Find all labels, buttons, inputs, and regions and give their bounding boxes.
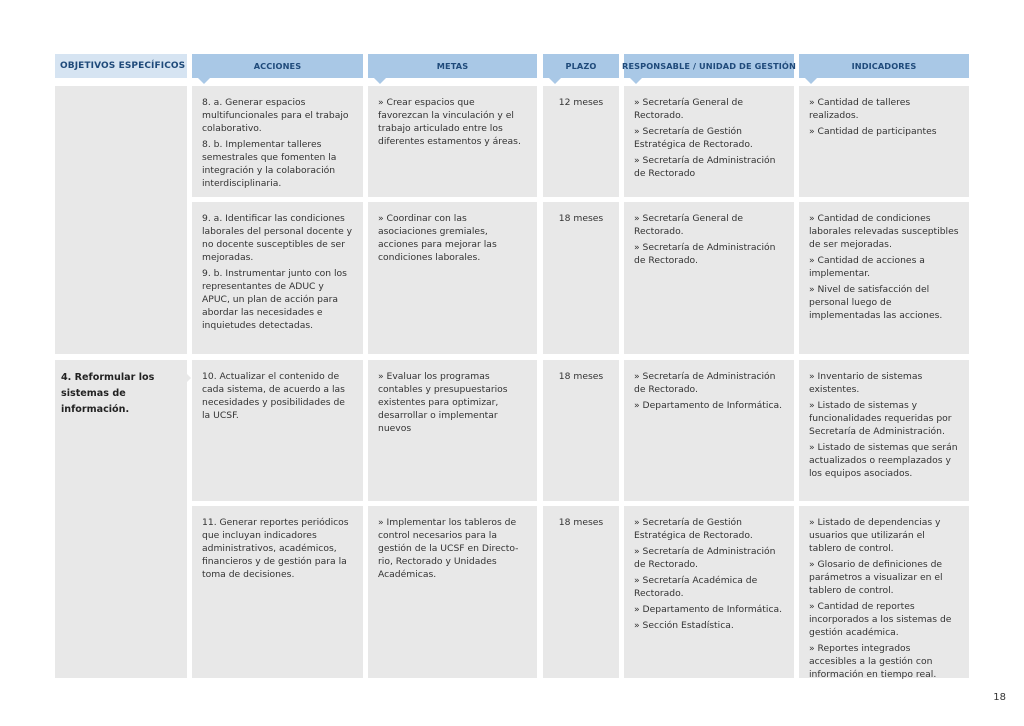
indicador-text: » Glosario de definiciones de parámetros a visualizar en el tablero de control. xyxy=(809,559,943,596)
row-4-indicadores xyxy=(799,506,969,678)
row-4-acciones xyxy=(192,506,363,678)
meta-text: » Crear espacios que favorezcan la vinculación y el trabajo articulado entre los diferentes estamentos y áreas. xyxy=(378,97,521,147)
header-metas xyxy=(368,54,537,78)
responsable-text: » Secretaría de Administración de Rectorado xyxy=(634,155,776,179)
row-3-plazo xyxy=(543,360,619,501)
indicador-text: » Cantidad de participantes xyxy=(809,126,937,137)
row-4-metas xyxy=(368,506,537,678)
row-1-plazo xyxy=(543,86,619,197)
plazo-text: 18 meses xyxy=(558,517,604,528)
header-responsable xyxy=(624,54,794,78)
header-indicadores-label: INDICADORES xyxy=(851,61,917,71)
header-acciones xyxy=(192,54,363,78)
row-1-acciones xyxy=(192,86,363,197)
responsable-text: » Secretaría de Gestión Estratégica de Rectorado. xyxy=(634,517,753,541)
header-responsable-label: RESPONSABLE / UNIDAD DE GESTIÓN xyxy=(622,61,796,71)
responsable-text: » Secretaría General de Rectorado. xyxy=(634,213,744,237)
row-2-acciones xyxy=(192,202,363,354)
accion-text: 9. a. Identificar las condiciones laborales del personal docente y no docente susceptibles de ser mejoradas. xyxy=(202,213,353,263)
header-plazo-label: PLAZO xyxy=(565,61,597,71)
responsable-text: » Secretaría de Administración de Rectorado. xyxy=(634,242,776,266)
indicador-text: » Inventario de sistemas existentes. xyxy=(809,371,923,395)
row-2-metas xyxy=(368,202,537,354)
row-1-responsable xyxy=(624,86,794,197)
accion-text: 8. b. Implementar talleres semestrales que fomenten la integración y la colaboración interdisciplinaria. xyxy=(202,139,337,189)
row-3-metas xyxy=(368,360,537,501)
indicador-text: » Listado de sistemas que serán actualizados o reemplazados y los equipos asociados. xyxy=(809,442,958,479)
row-2-responsable xyxy=(624,202,794,354)
page-number: 18 xyxy=(993,692,1006,703)
header-indicadores xyxy=(799,54,969,78)
header-objetivos xyxy=(55,54,187,78)
objetivo-pointer xyxy=(186,373,191,383)
responsable-text: » Secretaría de Administración de Rectorado. xyxy=(634,371,776,395)
row-2-plazo xyxy=(543,202,619,354)
indicador-text: » Cantidad de reportes incorporados a los sistemas de gestión académica. xyxy=(809,601,952,638)
objetivo-cell-group-1 xyxy=(55,86,187,354)
header-notch xyxy=(549,78,561,84)
responsable-text: » Secretaría General de Rectorado. xyxy=(634,97,744,121)
header-notch xyxy=(374,78,386,84)
row-3-acciones xyxy=(192,360,363,501)
indicador-text: » Cantidad de condiciones laborales relevadas susceptibles de ser mejoradas. xyxy=(809,213,959,250)
plazo-text: 12 meses xyxy=(558,97,604,108)
indicador-text: » Nivel de satisfacción del personal luego de implementadas las acciones. xyxy=(809,284,943,321)
responsable-text: » Departamento de Informática. xyxy=(634,604,783,615)
indicador-text: » Reportes integrados accesibles a la gestión con información en tiempo real. xyxy=(809,643,937,680)
accion-text: 10. Actualizar el contenido de cada sistema, de acuerdo a las necesidades y posibilidades de la UCSF. xyxy=(202,371,345,421)
indicador-text: » Cantidad de talleres realizados. xyxy=(809,97,911,121)
responsable-text: » Secretaría de Gestión Estratégica de Rectorado. xyxy=(634,126,753,150)
header-notch xyxy=(198,78,210,84)
row-4-responsable xyxy=(624,506,794,678)
indicador-text: » Listado de sistemas y funcionalidades requeridas por Secretaría de Administración. xyxy=(809,400,952,437)
meta-text: » Evaluar los programas contables y presupuestarios existentes para optimizar, desarrollar o implementar nuevos xyxy=(378,371,508,434)
header-notch xyxy=(630,78,642,84)
header-notch xyxy=(805,78,817,84)
row-1-metas xyxy=(368,86,537,197)
header-acciones-label: ACCIONES xyxy=(253,61,302,71)
accion-text: 9. b. Instrumentar junto con los representantes de ADUC y APUC, un plan de acción para abordar las necesidades e inquietudes detectadas. xyxy=(202,268,347,331)
meta-text: » Implementar los tableros de control necesarios para la gestión de la UCSF en Directo-rio, Rectorado y Unidades Académicas. xyxy=(378,517,519,580)
objetivo-cell-group-2 xyxy=(55,360,187,678)
row-4-plazo xyxy=(543,506,619,678)
header-metas-label: METAS xyxy=(436,61,469,71)
row-3-responsable xyxy=(624,360,794,501)
objetivo-text: 4. Reformular los sistemas de información. xyxy=(61,372,155,415)
header-plazo xyxy=(543,54,619,78)
responsable-text: » Secretaría de Administración de Rectorado. xyxy=(634,546,776,570)
responsable-text: » Secretaría Académica de Rectorado. xyxy=(634,575,758,599)
meta-text: » Coordinar con las asociaciones gremiales, acciones para mejorar las condiciones laborales. xyxy=(378,213,497,263)
responsable-text: » Departamento de Informática. xyxy=(634,400,783,411)
row-1-indicadores xyxy=(799,86,969,197)
responsable-text: » Sección Estadística. xyxy=(634,620,734,631)
row-3-indicadores xyxy=(799,360,969,501)
indicador-text: » Cantidad de acciones a implementar. xyxy=(809,255,925,279)
plazo-text: 18 meses xyxy=(558,213,604,224)
indicador-text: » Listado de dependencias y usuarios que utilizarán el tablero de control. xyxy=(809,517,941,554)
accion-text: 8. a. Generar espacios multifuncionales para el trabajo colaborativo. xyxy=(202,97,349,134)
plazo-text: 18 meses xyxy=(558,371,604,382)
accion-text: 11. Generar reportes periódicos que incluyan indicadores administrativos, académicos, financieros y de gestión para la toma de decisiones. xyxy=(202,517,349,580)
header-objetivos-label: OBJETIVOS ESPECÍFICOS xyxy=(60,61,186,71)
row-2-indicadores xyxy=(799,202,969,354)
